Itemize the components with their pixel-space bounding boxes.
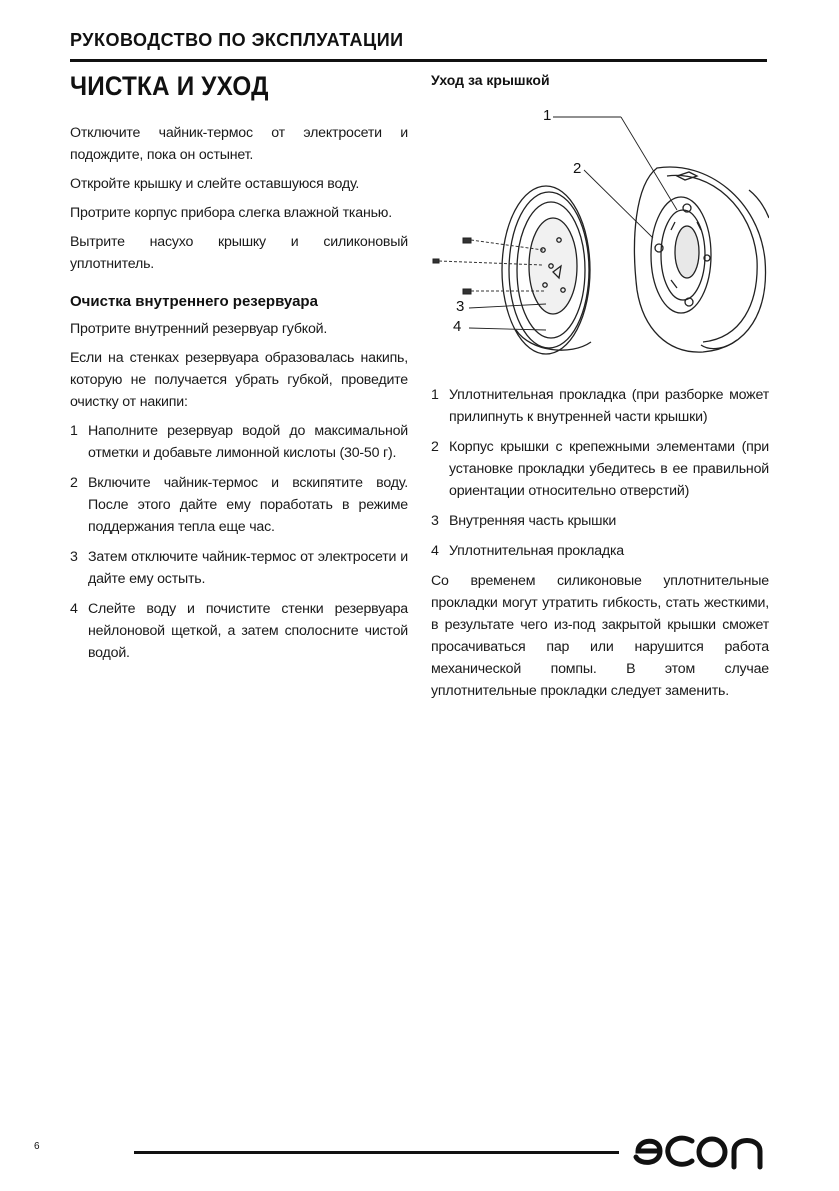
list-item: [70, 420, 408, 464]
right-column: [431, 72, 769, 709]
list-item: [431, 384, 769, 428]
paragraph: Со временем силиконовые уплотнительные прокладки могут утратить гибкость, стать жесткими, в результате чего из-под закрытой крышки сможет просачиваться пар или нарушится работа механической помпы. В этом случае уплотнительные прокладки следует заменить.: [431, 573, 769, 699]
figure-callout: 2: [573, 160, 582, 177]
list-item: [70, 472, 408, 538]
step-number: 4: [70, 601, 78, 617]
list-item: [70, 546, 408, 590]
step-text: Наполните резервуар водой до максимальной отметки и добавьте лимонной кислоты (30-50 г).: [88, 423, 408, 461]
paragraph: Протрите внутренний резервуар губкой.: [70, 321, 328, 337]
paragraph: Отключите чайник-термос от электросети и подождите, пока он остынет.: [70, 125, 408, 163]
part-number: 3: [431, 513, 439, 529]
page-number: 6: [34, 1141, 40, 1152]
footer-divider: [134, 1151, 619, 1154]
list-item: [431, 510, 769, 532]
paragraph: Вытрите насухо крышку и силиконовый уплотнитель.: [70, 234, 408, 272]
paragraph: Если на стенках резервуара образовалась накипь, которую не получается убрать губкой, проведите очистку от накипи:: [70, 350, 408, 410]
step-number: 2: [70, 475, 78, 491]
figure-callout: 1: [543, 107, 552, 124]
header-divider: [70, 59, 767, 62]
lid-parts-list: [431, 384, 769, 562]
step-number: 1: [70, 423, 78, 439]
part-number: 4: [431, 543, 439, 559]
figure-callout: 4: [453, 318, 462, 335]
lid-exploded-diagram: [431, 90, 769, 370]
list-item: [431, 436, 769, 502]
step-text: Включите чайник-термос и вскипятите воду. После этого дайте ему поработать в режиме поддержания тепла еще час.: [88, 475, 408, 535]
part-text: Уплотнительная прокладка (при разборке может прилипнуть к внутренней части крышки): [449, 387, 769, 425]
part-text: Внутренняя часть крышки: [449, 513, 617, 529]
step-text: Слейте воду и почистите стенки резервуара нейлоновой щеткой, а затем сполосните чистой водой.: [88, 601, 408, 661]
paragraph: Протрите корпус прибора слегка влажной тканью.: [70, 205, 392, 221]
step-text: Затем отключите чайник-термос от электросети и дайте ему остыть.: [88, 549, 408, 587]
econ-logo: [630, 1127, 770, 1173]
subsection-title-reservoir: Очистка внутреннего резервуара: [70, 293, 318, 310]
list-item: [431, 540, 769, 562]
descaling-steps-list: [70, 420, 408, 664]
list-item: [70, 598, 408, 664]
part-text: Уплотнительная прокладка: [449, 543, 624, 559]
figure-callout: 3: [456, 298, 465, 315]
part-number: 2: [431, 439, 439, 455]
part-text: Корпус крышки с крепежными элементами (при установке прокладки убедитесь в ее правильной ориентации относительно отверстий): [449, 439, 769, 499]
section-title-cleaning: ЧИСТКА И УХОД: [70, 71, 269, 101]
manual-header-title: РУКОВОДСТВО ПО ЭКСПЛУАТАЦИИ: [70, 30, 404, 50]
subsection-title-lid-care: Уход за крышкой: [431, 72, 550, 88]
left-column: [70, 68, 408, 672]
step-number: 3: [70, 549, 78, 565]
paragraph: Откройте крышку и слейте оставшуюся воду.: [70, 176, 360, 192]
part-number: 1: [431, 387, 439, 403]
lid-diagram-illustration: [431, 90, 769, 370]
